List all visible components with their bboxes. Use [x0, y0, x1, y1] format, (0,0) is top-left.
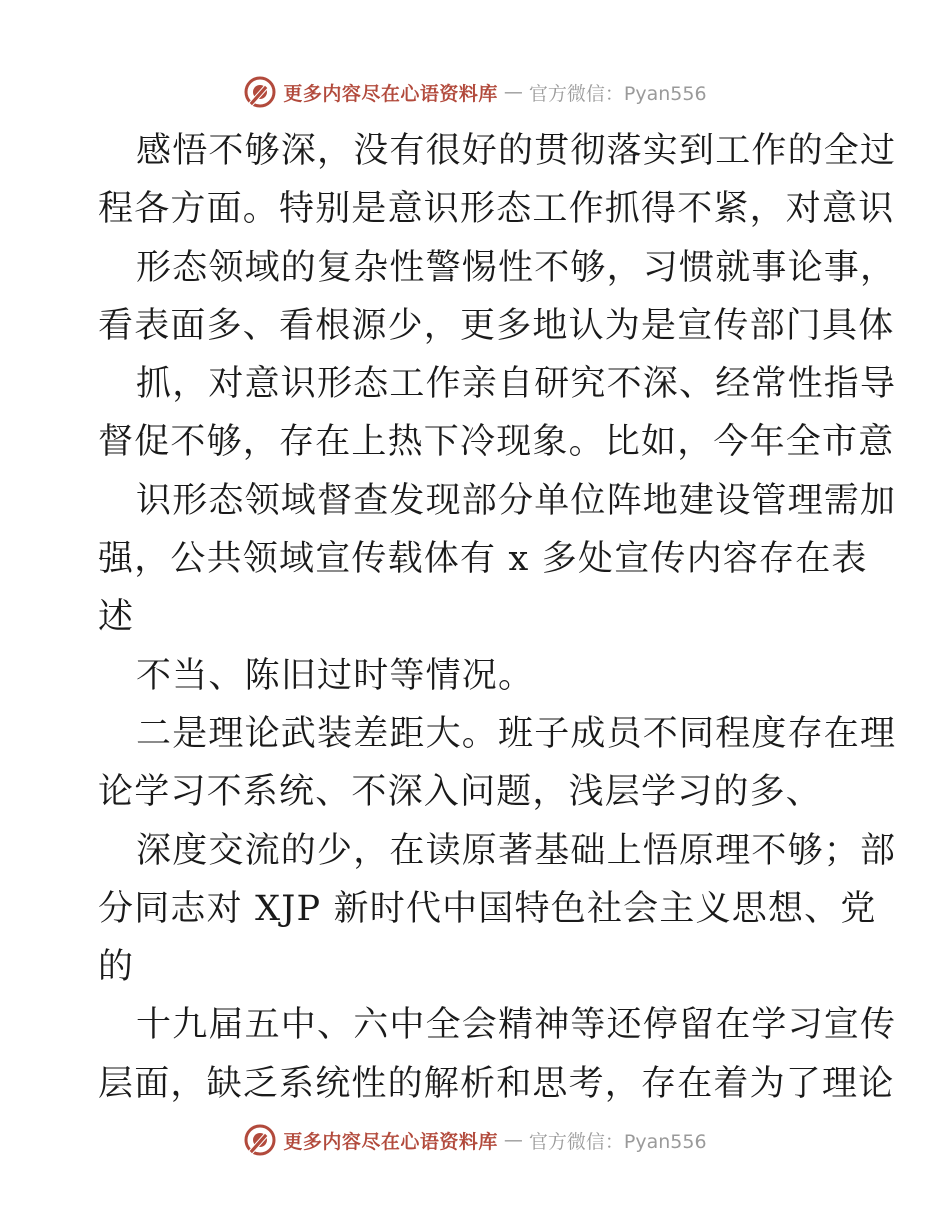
watermark-dash: — — [503, 81, 523, 103]
text-line: 不当、陈旧过时等情况。 — [136, 655, 535, 696]
text-line: 形态领域的复杂性警惕性不够，习惯就事论事， — [136, 247, 897, 288]
text-line: 分同志对 XJP 新时代中国特色社会主义思想、党 — [98, 888, 877, 929]
text-line: 论学习不系统、不深入问题，浅层学习的多、 — [98, 772, 823, 813]
watermark-header — [0, 72, 950, 112]
document-body — [98, 122, 897, 1113]
text-line: 感悟不够深，没有很好的贯彻落实到工作的全过 — [136, 131, 897, 171]
watermark-footer — [0, 1120, 950, 1160]
pen-logo-icon — [243, 1123, 277, 1157]
text-line: 深度交流的少，在读原著基础上悟原理不够；部 — [136, 830, 897, 871]
watermark-dash: — — [503, 1129, 523, 1151]
text-line: 识形态领域督查发现部分单位阵地建设管理需加 — [136, 480, 897, 521]
watermark-main-text: 更多内容尽在心语资料库 — [283, 1130, 498, 1153]
text-line: 强，公共领域宣传载体有 x 多处宣传内容存在表 — [98, 539, 868, 580]
text-line: 十九届五中、六中全会精神等还停留在学习宣传 — [136, 1005, 897, 1046]
text-line: 的 — [98, 947, 135, 988]
text-line: 程各方面。特别是意识形态工作抓得不紧，对意识 — [98, 189, 895, 230]
text-line: 层面，缺乏系统性的解析和思考，存在着为了理论 — [98, 1063, 895, 1104]
text-line: 述 — [98, 597, 135, 638]
text-line: 二是理论武装差距大。班子成员不同程度存在理 — [136, 713, 897, 754]
watermark-main-text: 更多内容尽在心语资料库 — [283, 82, 498, 105]
watermark-sub-text: 官方微信：Pyan556 — [528, 1130, 707, 1153]
watermark-sub-text: 官方微信：Pyan556 — [528, 82, 707, 105]
text-line: 督促不够，存在上热下冷现象。比如，今年全市意 — [98, 422, 895, 463]
text-line: 看表面多、看根源少，更多地认为是宣传部门具体 — [98, 305, 895, 346]
pen-logo-icon — [243, 75, 277, 109]
text-line: 抓，对意识形态工作亲自研究不深、经常性指导 — [136, 364, 897, 405]
